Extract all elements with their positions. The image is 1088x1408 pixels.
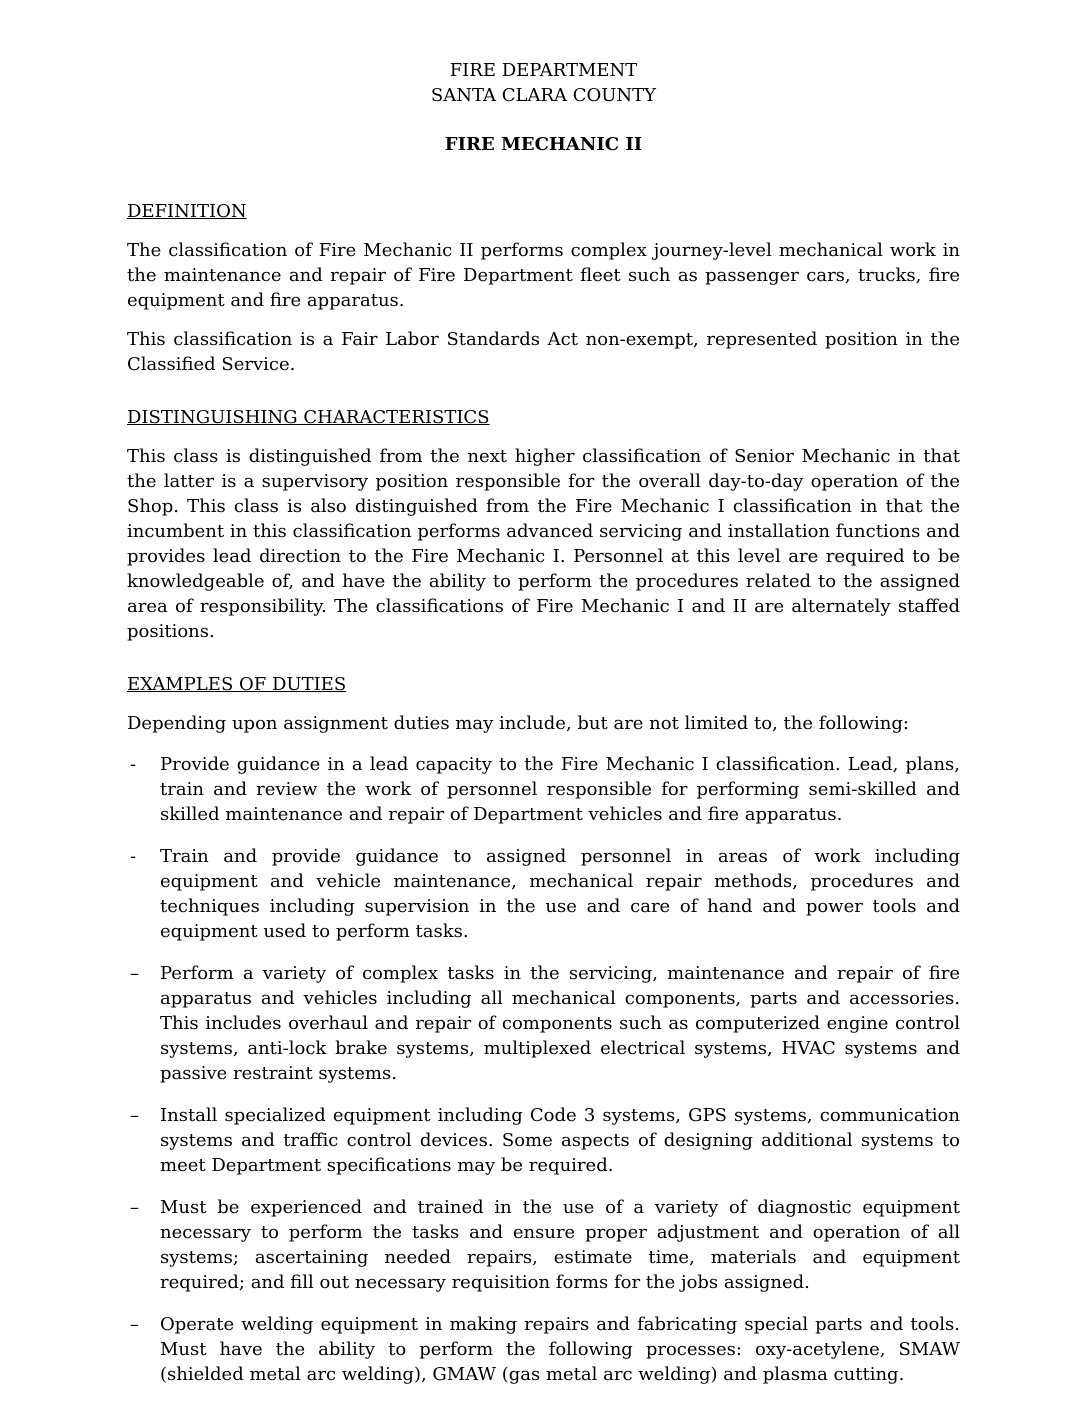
- definition-paragraph-1: The classification of Fire Mechanic II performs complex journey-level mechanical work in the maintenance and repair of Fire Department fleet such as passenger cars, trucks, fire equipment and fire apparatus.: [127, 240, 960, 311]
- document-title: FIRE MECHANIC II: [444, 134, 643, 155]
- definition-paragraph-2: This classification is a Fair Labor Standards Act non-exempt, represented position in the Classified Service.: [127, 329, 960, 375]
- duty-item-complex-tasks: [127, 961, 960, 1086]
- duty-item-diagnostic-equipment: [127, 1195, 960, 1295]
- bullet-marker: -: [130, 846, 137, 867]
- bullet-text: Must be experienced and trained in the use of a variety of diagnostic equipment necessary to perform the tasks and ensure proper adjustment and operation of all systems; ascertaining needed repairs, estimate time, materials and equipment required; and fill out necessary requisition forms for the jobs assigned.: [160, 1197, 960, 1293]
- distinguishing-characteristics-paragraph: This class is distinguished from the next higher classification of Senior Mechanic in that the latter is a supervisory position responsible for the overall day-to-day operation of the Shop. This class is also distinguished from the Fire Mechanic I classification in that the incumbent in this classification performs advanced servicing and installation functions and provides lead direction to the Fire Mechanic I. Personnel at this level are required to be knowledgeable of, and have the ability to perform the procedures related to the assigned area of responsibility. The classifications of Fire Mechanic I and II are alternately staffed positions.: [127, 446, 960, 642]
- section-heading-examples-of-duties: EXAMPLES OF DUTIES: [127, 674, 347, 695]
- bullet-marker: –: [130, 963, 139, 984]
- bullet-text: Perform a variety of complex tasks in the servicing, maintenance and repair of fire apparatus and vehicles including all mechanical components, parts and accessories. This includes overhaul and repair of components such as computerized engine control systems, anti-lock brake systems, multiplexed electrical systems, HVAC systems and passive restraint systems.: [160, 963, 960, 1084]
- bullet-text: Operate welding equipment in making repairs and fabricating special parts and tools. Must have the ability to perform the following processes: oxy-acetylene, SMAW (shielded metal arc welding), GMAW (gas metal arc welding) and plasma cutting.: [160, 1314, 960, 1385]
- duty-item-welding-equipment: [127, 1312, 960, 1387]
- duty-item-train-personnel: [127, 844, 960, 944]
- header-county-line: SANTA CLARA COUNTY: [430, 85, 657, 106]
- section-heading-definition: DEFINITION: [127, 201, 247, 222]
- bullet-marker: –: [130, 1314, 139, 1335]
- duty-item-install-equipment: [127, 1103, 960, 1178]
- bullet-marker: –: [130, 1197, 139, 1218]
- bullet-text: Install specialized equipment including Code 3 systems, GPS systems, communication systems and traffic control devices. Some aspects of designing additional systems to meet Department specifications may be required.: [160, 1105, 960, 1176]
- bullet-marker: –: [130, 1105, 139, 1126]
- duties-intro-paragraph: Depending upon assignment duties may include, but are not limited to, the following:: [127, 713, 909, 734]
- bullet-marker: -: [130, 754, 137, 775]
- section-heading-distinguishing-characteristics: DISTINGUISHING CHARACTERISTICS: [127, 407, 490, 428]
- bullet-text: Train and provide guidance to assigned personnel in areas of work including equipment and vehicle maintenance, mechanical repair methods, procedures and techniques including supervision in the use and care of hand and power tools and equipment used to perform tasks.: [160, 846, 960, 942]
- header-org-line: FIRE DEPARTMENT: [449, 60, 638, 81]
- bullet-text: Provide guidance in a lead capacity to the Fire Mechanic I classification. Lead, plans, train and review the work of personnel responsible for performing semi-skilled and skilled maintenance and repair of Department vehicles and fire apparatus.: [160, 754, 960, 825]
- duty-item-lead-capacity: [127, 752, 960, 827]
- document-header: [127, 58, 960, 108]
